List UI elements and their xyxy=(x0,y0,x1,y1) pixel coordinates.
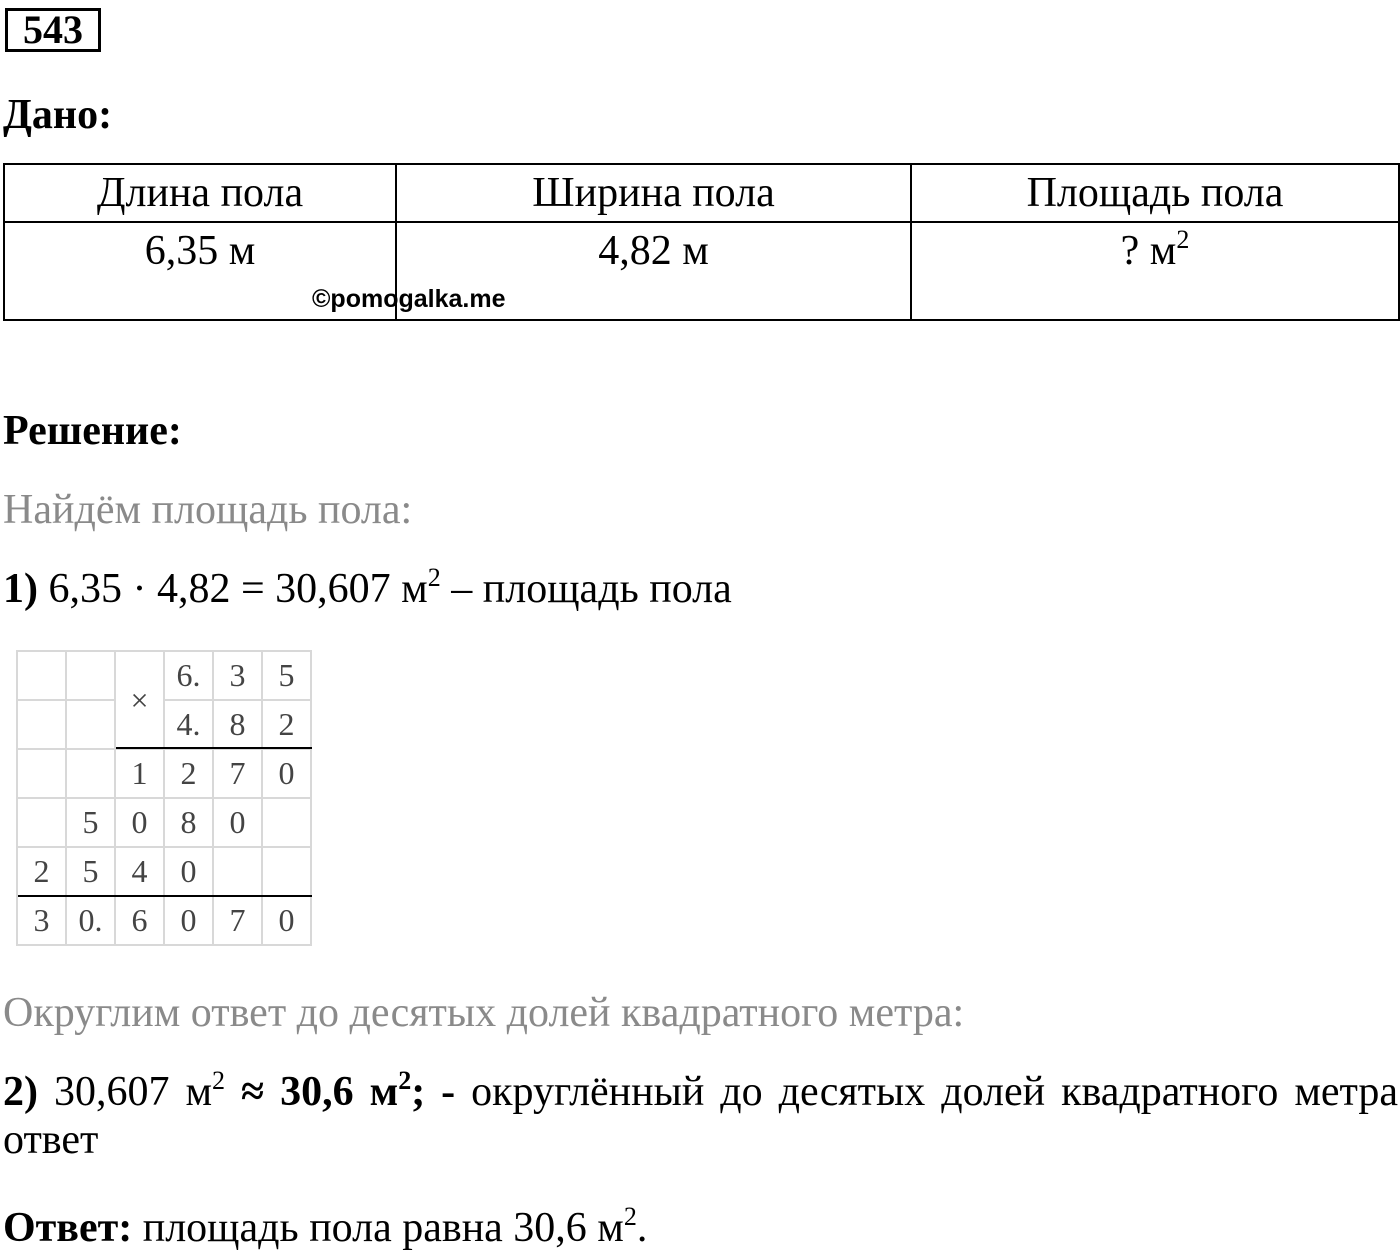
grid-cell: 7 xyxy=(213,896,262,945)
grid-cell: 0. xyxy=(66,896,115,945)
grid-cell: 0 xyxy=(164,896,213,945)
grid-cell: 5 xyxy=(262,651,311,700)
grid-cell xyxy=(66,651,115,700)
step2-tail: округлённый до десятых долей квадратного метра ответ xyxy=(3,1069,1399,1163)
grid-cell xyxy=(262,798,311,847)
grid-cell: 0 xyxy=(115,798,164,847)
multiplication-grid xyxy=(16,650,312,946)
grid-cell: 3 xyxy=(213,651,262,700)
step1-expression: 6,35 · 4,82 = 30,607 м xyxy=(48,566,428,612)
grid-cell: 8 xyxy=(164,798,213,847)
value-length: 6,35 м xyxy=(4,222,396,320)
value-area xyxy=(911,222,1399,320)
value-width: 4,82 м xyxy=(396,222,911,320)
step1-number: 1) xyxy=(3,566,38,612)
answer-label: Ответ: xyxy=(3,1205,133,1251)
grid-cell xyxy=(17,651,66,700)
grid-cell: 7 xyxy=(213,749,262,798)
grid-cell: 0 xyxy=(164,847,213,896)
grid-cell: 4. xyxy=(164,700,213,749)
grid-cell: 4 xyxy=(115,847,164,896)
step2-intro: Округлим ответ до десятых долей квадратного метра: xyxy=(3,990,965,1036)
step2-result-power: 2 xyxy=(398,1065,412,1095)
column-header-length: Длина пола xyxy=(4,164,396,222)
grid-cell: 6 xyxy=(115,896,164,945)
grid-cell: 8 xyxy=(213,700,262,749)
grid-cell xyxy=(17,798,66,847)
grid-cell: 6. xyxy=(164,651,213,700)
grid-cell xyxy=(66,700,115,749)
answer-text: площадь пола равна 30,6 м xyxy=(142,1205,624,1251)
grid-cell: 2 xyxy=(17,847,66,896)
grid-cell: 0 xyxy=(262,749,311,798)
answer-end: . xyxy=(636,1205,648,1251)
step2-expression: 30,607 м xyxy=(53,1069,213,1115)
step2-paragraph xyxy=(3,1065,1399,1164)
value-area-text: ? м xyxy=(1120,228,1177,274)
value-area-power: 2 xyxy=(1176,224,1190,254)
answer-line xyxy=(3,1201,648,1251)
grid-cell xyxy=(17,749,66,798)
multiplication-grid-wrapper xyxy=(16,650,314,946)
given-heading: Дано: xyxy=(3,92,113,138)
step2-separator: ; - xyxy=(411,1069,456,1115)
step1-power: 2 xyxy=(427,562,441,592)
grid-cell: 5 xyxy=(66,847,115,896)
solution-heading: Решение: xyxy=(3,408,182,454)
grid-cell: 2 xyxy=(164,749,213,798)
problem-number: 543 xyxy=(5,8,101,52)
grid-cell: 0 xyxy=(213,798,262,847)
given-table xyxy=(3,163,1400,321)
grid-cell: 5 xyxy=(66,798,115,847)
step2-approx-sign: ≈ xyxy=(241,1069,265,1115)
watermark: ©pomogalka.me xyxy=(312,285,506,313)
sum-rule xyxy=(18,895,312,897)
step2-result: 30,6 м xyxy=(280,1069,399,1115)
column-header-width: Ширина пола xyxy=(396,164,911,222)
grid-cell xyxy=(213,847,262,896)
grid-cell xyxy=(262,847,311,896)
step1-tail: – площадь пола xyxy=(451,566,732,612)
multiplication-rule xyxy=(116,747,312,749)
grid-cell: 2 xyxy=(262,700,311,749)
step2-number: 2) xyxy=(3,1069,38,1115)
grid-cell: 1 xyxy=(115,749,164,798)
multiply-sign: × xyxy=(115,651,164,749)
step1-line xyxy=(3,562,732,612)
grid-cell: 3 xyxy=(17,896,66,945)
step2-power: 2 xyxy=(212,1065,226,1095)
grid-cell: 0 xyxy=(262,896,311,945)
grid-cell xyxy=(66,749,115,798)
answer-power: 2 xyxy=(623,1201,637,1231)
step1-intro: Найдём площадь пола: xyxy=(3,487,413,533)
grid-cell xyxy=(17,700,66,749)
column-header-area: Площадь пола xyxy=(911,164,1399,222)
